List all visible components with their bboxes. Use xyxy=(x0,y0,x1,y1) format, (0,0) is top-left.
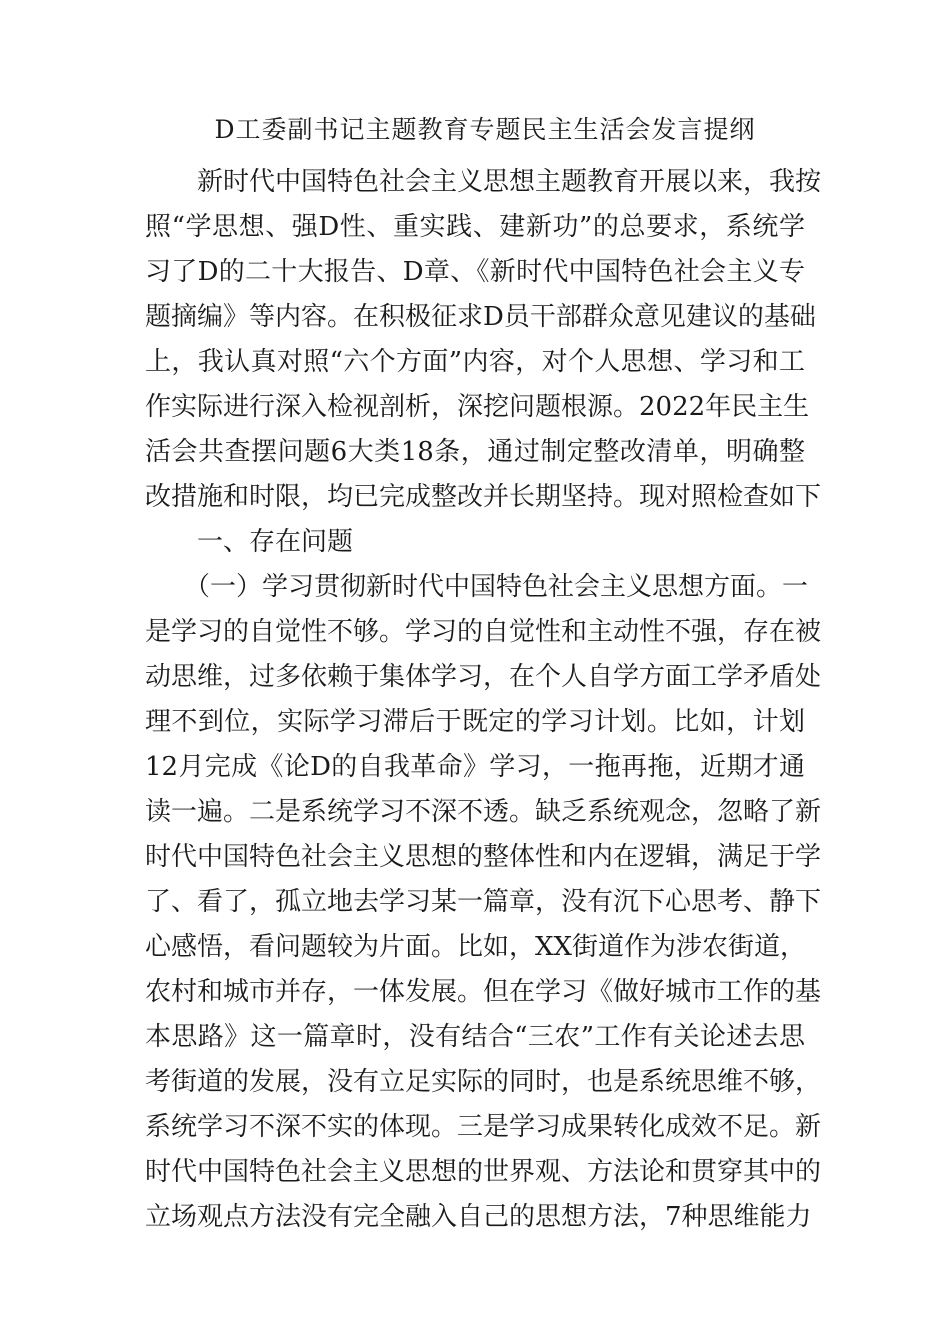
body-line: 活会共查摆问题6大类18条，通过制定整改清单，明确整 xyxy=(145,437,805,467)
body-line: 理不到位，实际学习滞后于既定的学习计划。比如，计划 xyxy=(145,707,805,737)
body-line: 习了D的二十大报告、D章、《新时代中国特色社会主义专 xyxy=(145,257,805,287)
section-heading: 一、存在问题 xyxy=(145,527,354,557)
body-line: 题摘编》等内容。在积极征求D员干部群众意见建议的基础 xyxy=(145,302,816,332)
body-line: 新时代中国特色社会主义思想主题教育开展以来，我按 xyxy=(145,167,822,197)
body-line: 动思维，过多依赖于集体学习，在个人自学方面工学矛盾处 xyxy=(145,662,822,692)
body-line: 农村和城市并存，一体发展。但在学习《做好城市工作的基 xyxy=(145,977,822,1007)
document-title: D工委副书记主题教育专题民主生活会发言提纲 xyxy=(214,115,756,144)
body-line: （一）学习贯彻新时代中国特色社会主义思想方面。一 xyxy=(145,572,809,602)
body-line: 上，我认真对照“六个方面”内容，对个人思想、学习和工 xyxy=(145,347,805,377)
body-line: 时代中国特色社会主义思想的世界观、方法论和贯穿其中的 xyxy=(145,1157,822,1187)
body-line: 是学习的自觉性不够。学习的自觉性和主动性不强，存在被 xyxy=(145,617,822,647)
body-line: 系统学习不深不实的体现。三是学习成果转化成效不足。新 xyxy=(145,1112,822,1142)
body-line: 立场观点方法没有完全融入自己的思想方法，7种思维能力 xyxy=(145,1202,812,1232)
body-line: 照“学思想、强D性、重实践、建新功”的总要求，系统学 xyxy=(145,212,805,242)
body-line: 作实际进行深入检视剖析，深挖问题根源。2022年民主生 xyxy=(145,392,810,422)
body-line: 本思路》这一篇章时，没有结合“三农”工作有关论述去思 xyxy=(145,1022,805,1052)
body-line: 心感悟，看问题较为片面。比如，XX街道作为涉农街道， xyxy=(145,932,807,962)
body-line: 了、看了，孤立地去学习某一篇章，没有沉下心思考、静下 xyxy=(145,887,822,917)
body-line: 考街道的发展，没有立足实际的同时，也是系统思维不够， xyxy=(145,1067,822,1097)
body-line: 时代中国特色社会主义思想的整体性和内在逻辑，满足于学 xyxy=(145,842,822,872)
body-line: 12月完成《论D的自我革命》学习，一拖再拖，近期才通 xyxy=(145,752,805,782)
body-line: 读一遍。二是系统学习不深不透。缺乏系统观念，忽略了新 xyxy=(145,797,822,827)
body-line: 改措施和时限，均已完成整改并长期坚持。现对照检查如下 xyxy=(145,482,822,512)
